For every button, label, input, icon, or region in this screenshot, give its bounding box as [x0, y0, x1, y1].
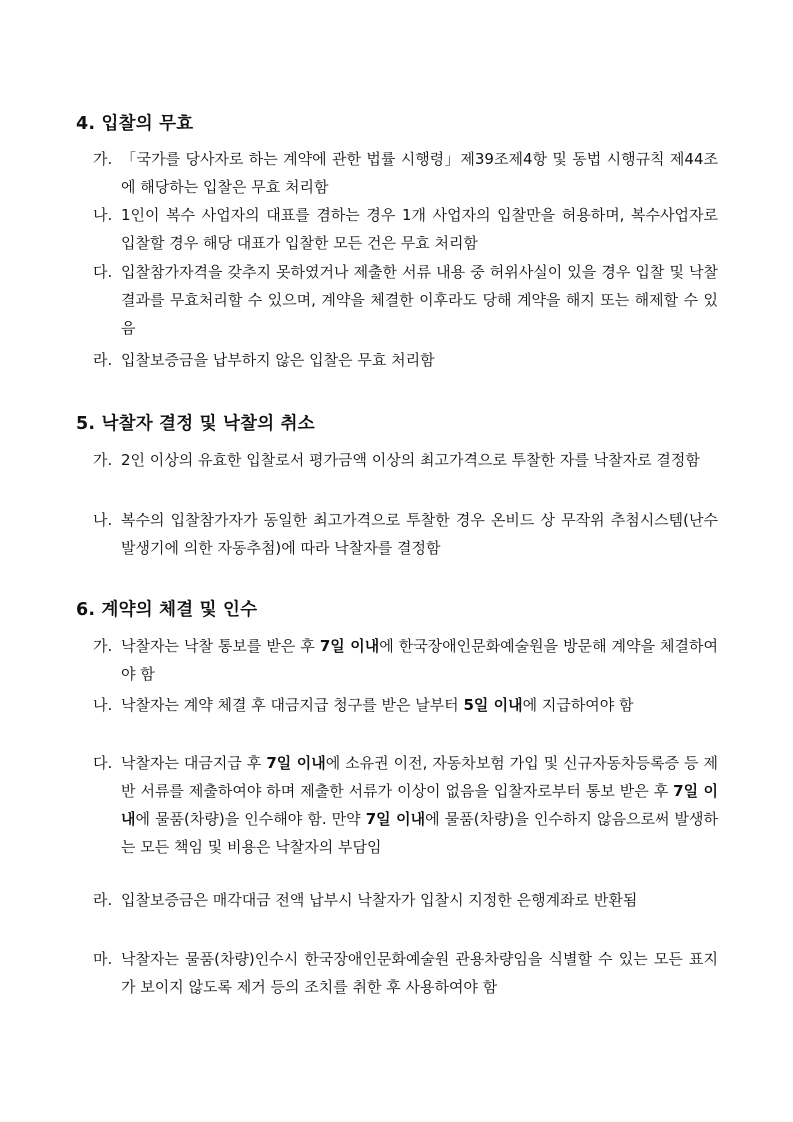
section-title-4: 4. 입찰의 무효 — [76, 114, 194, 134]
item-5-ga — [93, 446, 718, 474]
item-marker: 나. — [93, 206, 113, 224]
item-marker: 가. — [93, 451, 113, 469]
item-6-ma — [93, 945, 718, 1001]
item-6-ra — [93, 886, 718, 914]
section-title-5: 5. 낙찰자 결정 및 낙찰의 취소 — [76, 414, 315, 434]
item-6-na — [93, 691, 718, 719]
section-title-6: 6. 계약의 체결 및 인수 — [76, 600, 258, 620]
item-marker: 라. — [93, 891, 113, 909]
item-text: 낙찰자는 계약 체결 후 대금지급 청구를 받은 날부터 5일 이내에 지급하여야 함 — [121, 696, 634, 714]
item-6-da — [93, 749, 718, 861]
item-text: 복수의 입찰참가자가 동일한 최고가격으로 투찰한 경우 온비드 상 무작위 추첨시스템(난수발생기에 의한 자동추첨)에 따라 낙찰자를 결정함 — [121, 511, 718, 557]
item-text: 「국가를 당사자로 하는 계약에 관한 법률 시행령」제39조제4항 및 동법 시행규칙 제44조에 해당하는 입찰은 무효 처리함 — [121, 150, 718, 196]
item-6-ga — [93, 632, 718, 688]
item-text: 낙찰자는 낙찰 통보를 받은 후 7일 이내에 한국장애인문화예술원을 방문해 계약을 체결하여야 함 — [121, 637, 718, 683]
item-marker: 가. — [93, 637, 113, 655]
item-text: 입찰보증금은 매각대금 전액 납부시 낙찰자가 입찰시 지정한 은행계좌로 반환됨 — [121, 891, 638, 909]
item-4-na — [93, 201, 718, 257]
item-marker: 나. — [93, 696, 113, 714]
item-text: 입찰보증금을 납부하지 않은 입찰은 무효 처리함 — [121, 351, 435, 369]
item-marker: 다. — [93, 263, 113, 281]
item-text: 2인 이상의 유효한 입찰로서 평가금액 이상의 최고가격으로 투찰한 자를 낙찰자로 결정함 — [121, 451, 700, 469]
item-marker: 마. — [93, 950, 113, 968]
item-marker: 다. — [93, 754, 113, 772]
item-marker: 나. — [93, 511, 113, 529]
item-text: 낙찰자는 대금지급 후 7일 이내에 소유권 이전, 자동차보험 가입 및 신규자동차등록증 등 제반 서류를 제출하여야 하며 제출한 서류가 이상이 없음을 입찰자로부터 통보 받은 후 7일 이내에 물품(차량)을 인수해야 함. 만약 7일 이내에 물품(차량)을 인수하지 않음으로써 발생하는 모든 책임 및 비용은 낙찰자의 부담임 — [121, 754, 719, 856]
item-4-da — [93, 258, 718, 342]
item-4-ra — [93, 346, 718, 374]
item-text: 입찰참가자격을 갖추지 못하였거나 제출한 서류 내용 중 허위사실이 있을 경우 입찰 및 낙찰 결과를 무효처리할 수 있으며, 계약을 체결한 이후라도 당해 계약을 해지 또는 해제할 수 있음 — [121, 263, 718, 337]
item-text: 1인이 복수 사업자의 대표를 겸하는 경우 1개 사업자의 입찰만을 허용하며, 복수사업자로 입찰할 경우 해당 대표가 입찰한 모든 건은 무효 처리함 — [121, 206, 718, 252]
item-4-ga — [93, 145, 718, 201]
item-marker: 라. — [93, 351, 113, 369]
item-5-na — [93, 506, 718, 562]
item-text: 낙찰자는 물품(차량)인수시 한국장애인문화예술원 관용차량임을 식별할 수 있는 모든 표지가 보이지 않도록 제거 등의 조치를 취한 후 사용하여야 함 — [121, 950, 718, 996]
item-marker: 가. — [93, 150, 113, 168]
